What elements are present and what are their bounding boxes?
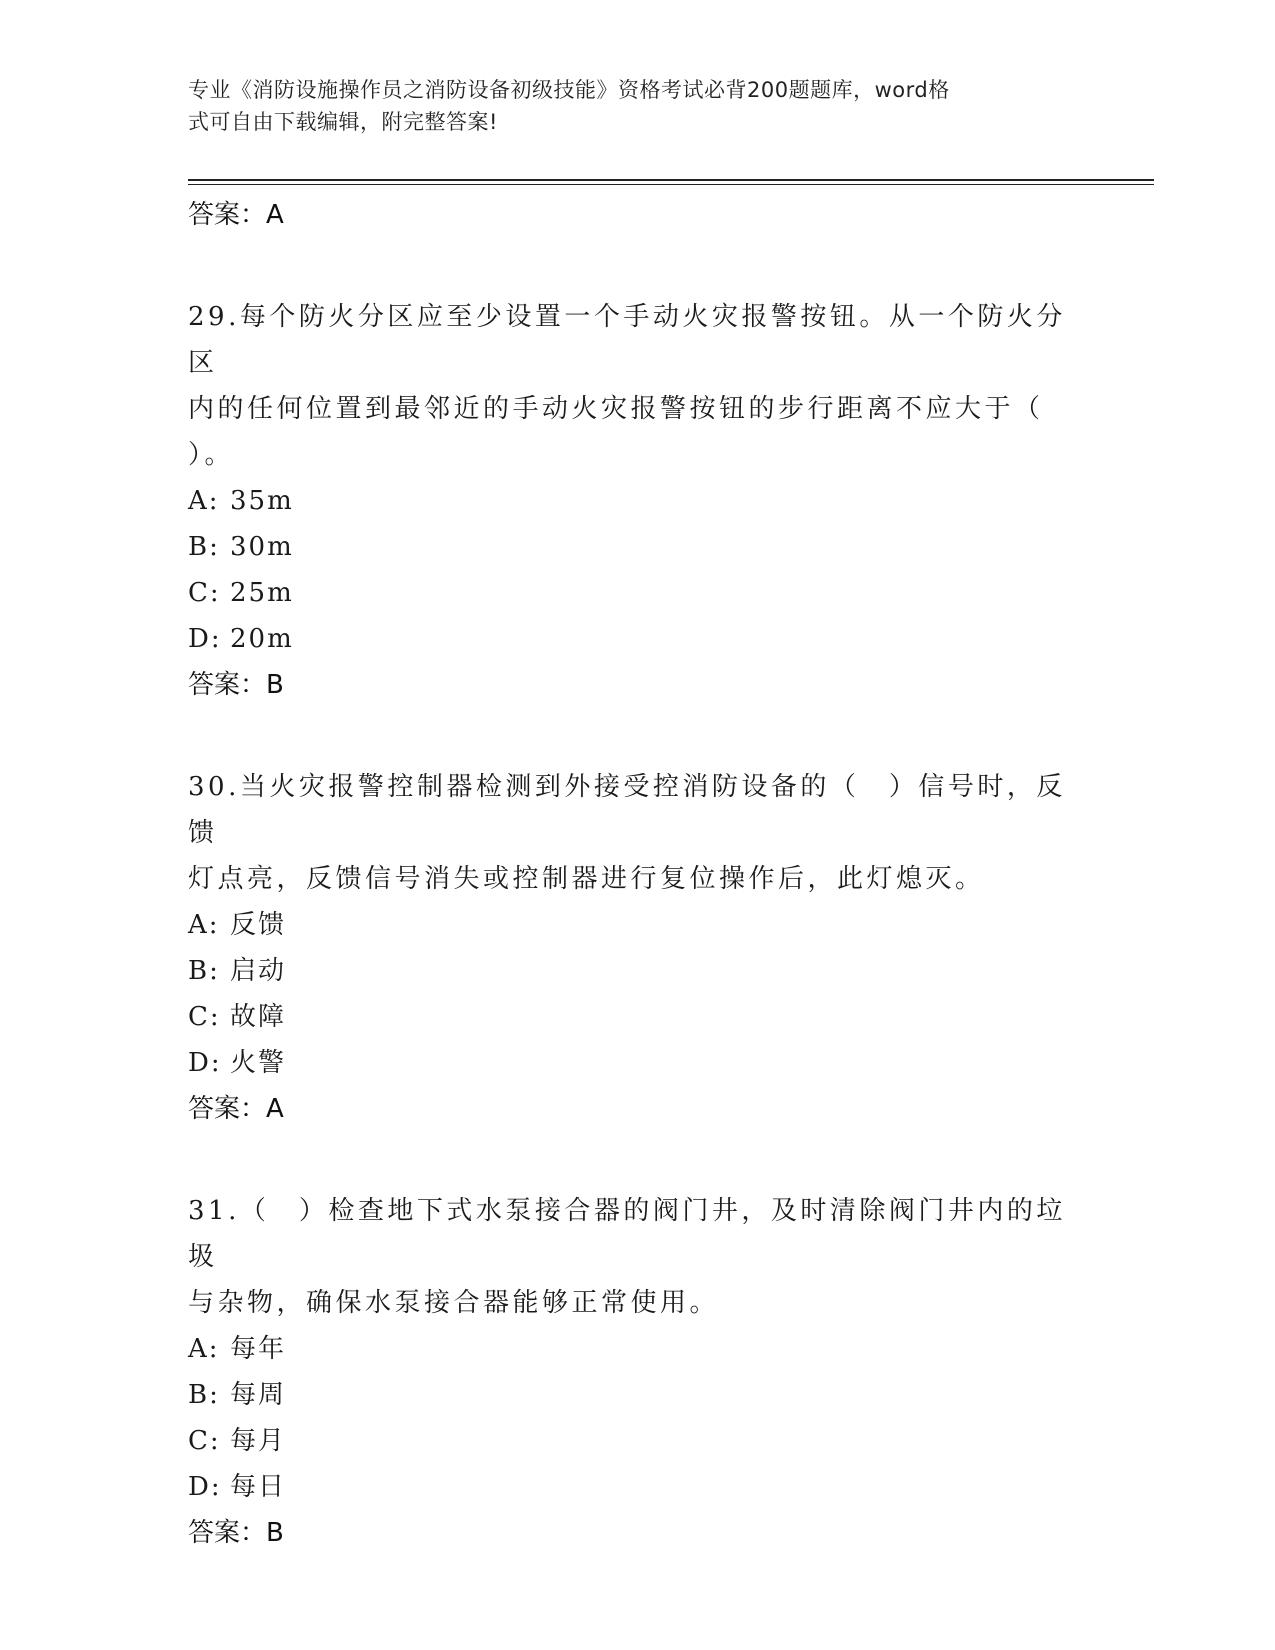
- option-a: [188, 1326, 1088, 1372]
- option-text: 30m: [230, 532, 294, 562]
- option-letter: C:: [188, 1426, 221, 1456]
- question-stem-line: 与杂物，确保水泵接合器能够正常使用。: [188, 1288, 720, 1318]
- option-text: 故障: [230, 1002, 287, 1032]
- question-stem-line: 灯点亮，反馈信号消失或控制器进行复位操作后，此灯熄灭。: [188, 864, 985, 894]
- header-line-1: 专业《消防设施操作员之消防设备初级技能》资格考试必背200题题库，word格: [188, 78, 950, 102]
- option-letter: C:: [188, 1002, 221, 1032]
- option-text: 35m: [230, 486, 294, 516]
- option-text: 每月: [230, 1426, 287, 1456]
- option-a: [188, 902, 1088, 948]
- option-b: [188, 948, 1088, 994]
- question-stem-line: 29.每个防火分区应至少设置一个手动火灾报警按钮。从一个防火分区: [188, 302, 1066, 378]
- option-letter: B:: [188, 532, 220, 562]
- question-list: [188, 192, 1088, 1556]
- option-letter: D:: [188, 1472, 222, 1502]
- option-letter: A:: [188, 910, 220, 940]
- answer-line: 答案：A: [188, 1094, 284, 1124]
- option-c: [188, 570, 1088, 616]
- question-item: [188, 764, 1088, 1132]
- option-d: [188, 1040, 1088, 1086]
- option-letter: C:: [188, 578, 221, 608]
- option-b: [188, 1372, 1088, 1418]
- option-letter: A:: [188, 1334, 220, 1364]
- question-stem: [188, 294, 1088, 478]
- question-stem: [188, 764, 1088, 902]
- option-text: 每周: [230, 1380, 287, 1410]
- option-text: 火警: [230, 1048, 287, 1078]
- question-item: [188, 1188, 1088, 1556]
- header-line-2: 式可自由下载编辑，附完整答案!: [188, 110, 498, 134]
- question-stem-line: 31.（ ）检查地下式水泵接合器的阀门井，及时清除阀门井内的垃圾: [188, 1196, 1066, 1272]
- option-letter: D:: [188, 1048, 222, 1078]
- question-stem-line: 内的任何位置到最邻近的手动火灾报警按钮的步行距离不应大于（: [188, 394, 1044, 424]
- option-a: [188, 478, 1088, 524]
- question-item: [188, 294, 1088, 708]
- option-letter: B:: [188, 1380, 220, 1410]
- question-stem-line: 30.当火灾报警控制器检测到外接受控消防设备的（ ）信号时，反馈: [188, 772, 1066, 848]
- document-header: [188, 74, 1088, 138]
- answer-line: 答案：B: [188, 1518, 284, 1548]
- answer-line: 答案：A: [188, 200, 284, 230]
- option-text: 20m: [230, 624, 294, 654]
- option-text: 启动: [230, 956, 287, 986]
- question-stem: [188, 1188, 1088, 1326]
- option-b: [188, 524, 1088, 570]
- option-text: 25m: [230, 578, 294, 608]
- question-stem-line: ）。: [188, 440, 235, 470]
- option-text: 每年: [230, 1334, 287, 1364]
- option-letter: B:: [188, 956, 220, 986]
- option-d: [188, 616, 1088, 662]
- option-c: [188, 1418, 1088, 1464]
- option-c: [188, 994, 1088, 1040]
- answer-line: 答案：B: [188, 670, 284, 700]
- option-letter: D:: [188, 624, 222, 654]
- option-text: 反馈: [230, 910, 287, 940]
- header-rule-thick: [188, 179, 1154, 181]
- option-letter: A:: [188, 486, 220, 516]
- header-rule-thin: [188, 184, 1154, 185]
- option-d: [188, 1464, 1088, 1510]
- option-text: 每日: [230, 1472, 287, 1502]
